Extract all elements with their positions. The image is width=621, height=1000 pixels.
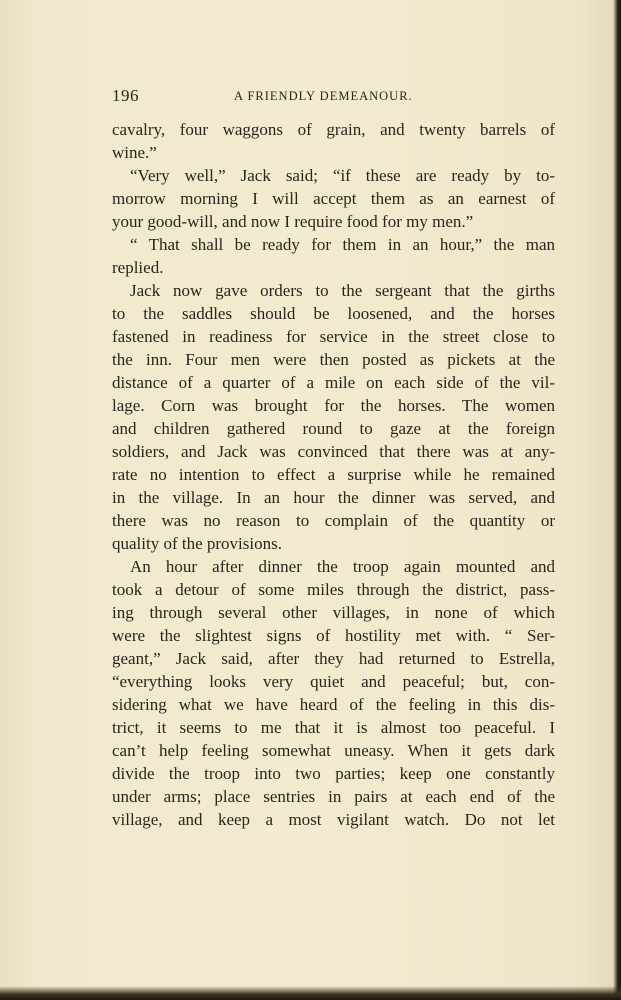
text-line: divide the troop into two parties; keep one constantly <box>112 764 555 783</box>
page-number: 196 <box>112 86 139 105</box>
text-line: were the slightest signs of hostility met with. “ Ser- <box>112 626 555 645</box>
text-line: sidering what we have heard of the feeling in this dis- <box>112 695 555 714</box>
body-text <box>112 118 555 831</box>
text-line: in the village. In an hour the dinner was served, and <box>112 488 555 507</box>
text-line: geant,” Jack said, after they had returned to Estrella, <box>112 649 555 668</box>
text-line: to the saddles should be loosened, and the horses <box>112 304 555 323</box>
text-line: “Very well,” Jack said; “if these are ready by to- <box>130 166 555 185</box>
text-line: quality of the provisions. <box>112 534 282 553</box>
text-line: and children gathered round to gaze at the foreign <box>112 419 555 438</box>
page-bottom-shadow <box>0 986 621 1000</box>
text-line: distance of a quarter of a mile on each side of the vil- <box>112 373 555 392</box>
text-line: soldiers, and Jack was convinced that there was at any- <box>112 442 555 461</box>
page-header <box>112 86 555 110</box>
text-line: “everything looks very quiet and peaceful; but, con- <box>112 672 555 691</box>
text-line: lage. Corn was brought for the horses. The women <box>112 396 555 415</box>
text-line: wine.” <box>112 143 157 162</box>
running-head: A FRIENDLY DEMEANOUR. <box>234 89 413 103</box>
text-line: ing through several other villages, in none of which <box>112 603 555 622</box>
text-line: can’t help feeling somewhat uneasy. When it gets dark <box>112 741 555 760</box>
text-line: cavalry, four waggons of grain, and twenty barrels of <box>112 120 555 139</box>
text-line: Jack now gave orders to the sergeant that the girths <box>130 281 555 300</box>
text-line: morrow morning I will accept them as an earnest of <box>112 189 555 208</box>
text-line: “ That shall be ready for them in an hour,” the man <box>130 235 555 254</box>
text-line: rate no intention to effect a surprise while he remained <box>112 465 555 484</box>
text-line: under arms; place sentries in pairs at each end of the <box>112 787 555 806</box>
text-line: replied. <box>112 258 164 277</box>
text-line: fastened in readiness for service in the street close to <box>112 327 555 346</box>
page-edge-shadow <box>613 0 621 1000</box>
text-line: the inn. Four men were then posted as pickets at the <box>112 350 555 369</box>
text-line: took a detour of some miles through the district, pass- <box>112 580 555 599</box>
text-line: village, and keep a most vigilant watch. Do not let <box>112 810 555 829</box>
text-line: there was no reason to complain of the quantity or <box>112 511 555 530</box>
text-line: trict, it seems to me that it is almost too peaceful. I <box>112 718 555 737</box>
text-line: An hour after dinner the troop again mounted and <box>130 557 555 576</box>
text-line: your good-will, and now I require food for my men.” <box>112 212 474 231</box>
